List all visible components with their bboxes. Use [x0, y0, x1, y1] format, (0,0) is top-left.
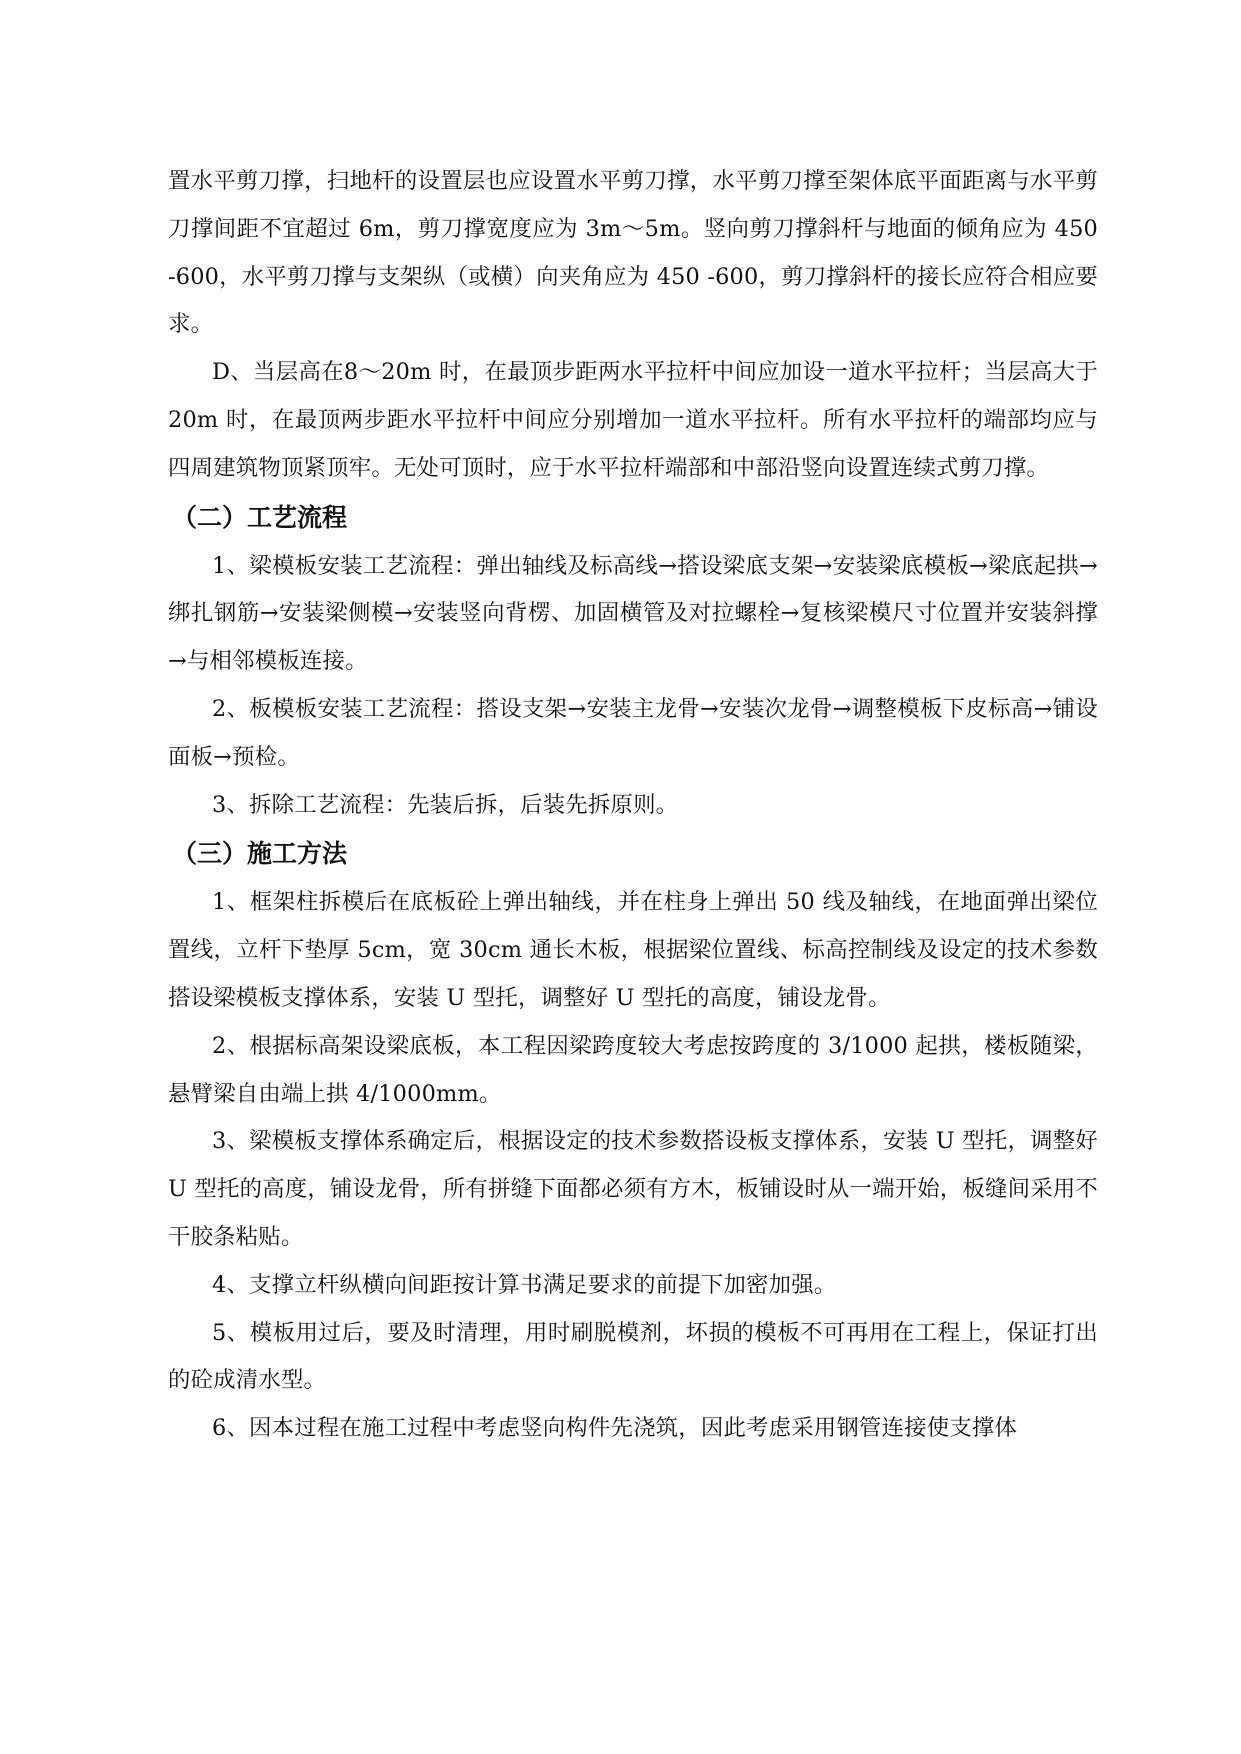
paragraph-removal-flow: 3、拆除工艺流程：先装后拆，后装先拆原则。: [212, 791, 679, 818]
paragraph-method-1: 1、框架柱拆模后在底板砼上弹出轴线，并在柱身上弹出 50 线及轴线，在地面弹出梁位置线，立杆下垫厚 5cm，宽 30cm 通长木板，根据梁位置线、标高控制线及设定的技术参数搭设梁模板支撑体系，安装 U 型托，调整好 U 型托的高度，铺设龙骨。: [168, 889, 1098, 1011]
section-heading-construction-method: （三）施工方法: [172, 839, 348, 869]
paragraph-slab-formwork-flow: 2、板模板安装工艺流程：搭设支架→安装主龙骨→安装次龙骨→调整模板下皮标高→铺设面板→预检。: [168, 695, 1098, 770]
paragraph-method-4: 4、支撑立杆纵横向间距按计算书满足要求的前提下加密加强。: [212, 1271, 837, 1298]
paragraph-method-2: 2、根据标高架设梁底板，本工程因梁跨度较大考虑按跨度的 3/1000 起拱，楼板随梁，悬臂梁自由端上拱 4/1000mm。: [168, 1032, 1098, 1107]
paragraph-method-3: 3、梁模板支撑体系确定后，根据设定的技术参数搭设板支撑体系，安装 U 型托，调整好 U 型托的高度，铺设龙骨，所有拼缝下面都必须有方木，板铺设时从一端开始，板缝间采用不干胶条粘贴。: [168, 1128, 1099, 1250]
paragraph-beam-formwork-flow: 1、梁模板安装工艺流程：弹出轴线及标高线→搭设梁底支架→安装梁底模板→梁底起拱→绑扎钢筋→安装梁侧模→安装竖向背楞、加固横管及对拉螺栓→复核梁模尺寸位置并安装斜撑→与相邻模板连接。: [168, 552, 1098, 675]
paragraph-bracing-requirements: 置水平剪刀撑，扫地杆的设置层也应设置水平剪刀撑，水平剪刀撑至架体底平面距离与水平剪刀撑间距不宜超过 6m，剪刀撑宽度应为 3m～5m。竖向剪刀撑斜杆与地面的倾角应为 450 -600，水平剪刀撑与支架纵（或横）向夹角应为 450 -600，剪刀撑斜杆的接长应符合相应要求。: [168, 168, 1098, 338]
paragraph-method-6: 6、因本过程在施工过程中考虑竖向构件先浇筑，因此考虑采用钢管连接使支撑体: [212, 1415, 1018, 1442]
paragraph-item-d-horizontal-ties: D、当层高在8～20m 时，在最顶步距两水平拉杆中间应加设一道水平拉杆；当层高大于 20m 时，在最顶两步距水平拉杆中间应分别增加一道水平拉杆。所有水平拉杆的端部均应与四周建筑物顶紧顶牢。无处可顶时，应于水平拉杆端部和中部沿竖向设置连续式剪刀撑。: [168, 359, 1098, 481]
document-body: [168, 158, 1098, 1453]
paragraph-method-5: 5、模板用过后，要及时清理，用时刷脱模剂，坏损的模板不可再用在工程上，保证打出的砼成清水型。: [168, 1319, 1098, 1394]
section-heading-process-flow: （二）工艺流程: [172, 502, 348, 532]
